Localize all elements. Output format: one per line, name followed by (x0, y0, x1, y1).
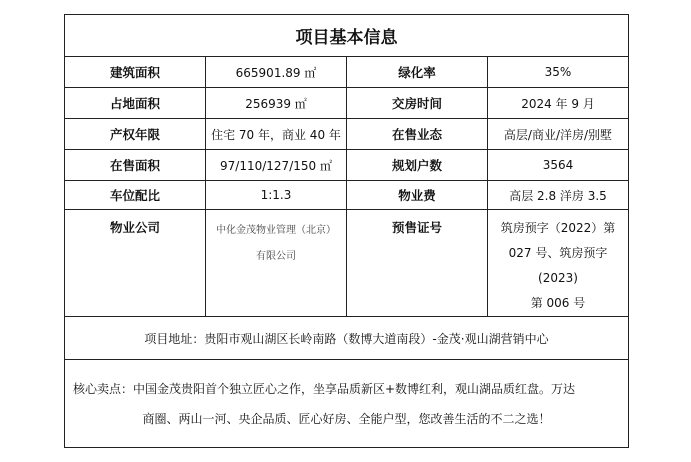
property-term-label: 产权年限 (65, 119, 206, 150)
table-row (65, 210, 629, 317)
product-types-value: 高层/商业/洋房/别墅 (488, 119, 629, 150)
green-rate-label: 绿化率 (347, 57, 488, 88)
table-row (65, 360, 629, 448)
core-line: 核心卖点：中国金茂贵阳首个独立匠心之作，坐享品质新区+数博红利，观山湖品质红盘。万达 (73, 381, 576, 396)
table-row (65, 57, 629, 88)
households-label: 规划户数 (347, 150, 488, 181)
core-line: 商圈、两山一河、央企品质、匠心好房、全能户型，您改善生活的不二之选！ (142, 411, 551, 426)
delivery-time-label: 交房时间 (347, 88, 488, 119)
info-sheet (64, 14, 628, 448)
households-value: 3564 (488, 150, 629, 181)
company-line: 中化金茂物业管理（北京） (216, 225, 336, 236)
presale-cert-value (488, 210, 629, 317)
property-company-value (206, 210, 347, 317)
project-info-table (64, 14, 629, 448)
delivery-time-value: 2024 年 9 月 (488, 88, 629, 119)
building-area-label: 建筑面积 (65, 57, 206, 88)
table-title: 项目基本信息 (65, 15, 629, 57)
table-row (65, 150, 629, 181)
property-term-value: 住宅 70 年，商业 40 年 (206, 119, 347, 150)
cert-line: 筑房预字（2022）第 (500, 221, 616, 235)
land-area-label: 占地面积 (65, 88, 206, 119)
property-fee-label: 物业费 (347, 181, 488, 210)
sale-area-label: 在售面积 (65, 150, 206, 181)
table-row (65, 119, 629, 150)
cert-line: 第 006 号 (530, 296, 586, 310)
parking-ratio-label: 车位配比 (65, 181, 206, 210)
product-types-label: 在售业态 (347, 119, 488, 150)
property-company-label: 物业公司 (65, 210, 206, 317)
company-line: 有限公司 (256, 251, 296, 262)
green-rate-value: 35% (488, 57, 629, 88)
table-row (65, 181, 629, 210)
core-selling-points (65, 360, 629, 448)
table-row (65, 317, 629, 360)
land-area-value: 256939 ㎡ (206, 88, 347, 119)
project-address: 项目地址：贵阳市观山湖区长岭南路（数博大道南段）-金茂·观山湖营销中心 (65, 317, 629, 360)
table-row (65, 88, 629, 119)
cert-line: 027 号、筑房预字(2023) (508, 246, 608, 285)
parking-ratio-value: 1:1.3 (206, 181, 347, 210)
presale-cert-label: 预售证号 (347, 210, 488, 317)
sale-area-value: 97/110/127/150 ㎡ (206, 150, 347, 181)
building-area-value: 665901.89 ㎡ (206, 57, 347, 88)
property-fee-value: 高层 2.8 洋房 3.5 (488, 181, 629, 210)
